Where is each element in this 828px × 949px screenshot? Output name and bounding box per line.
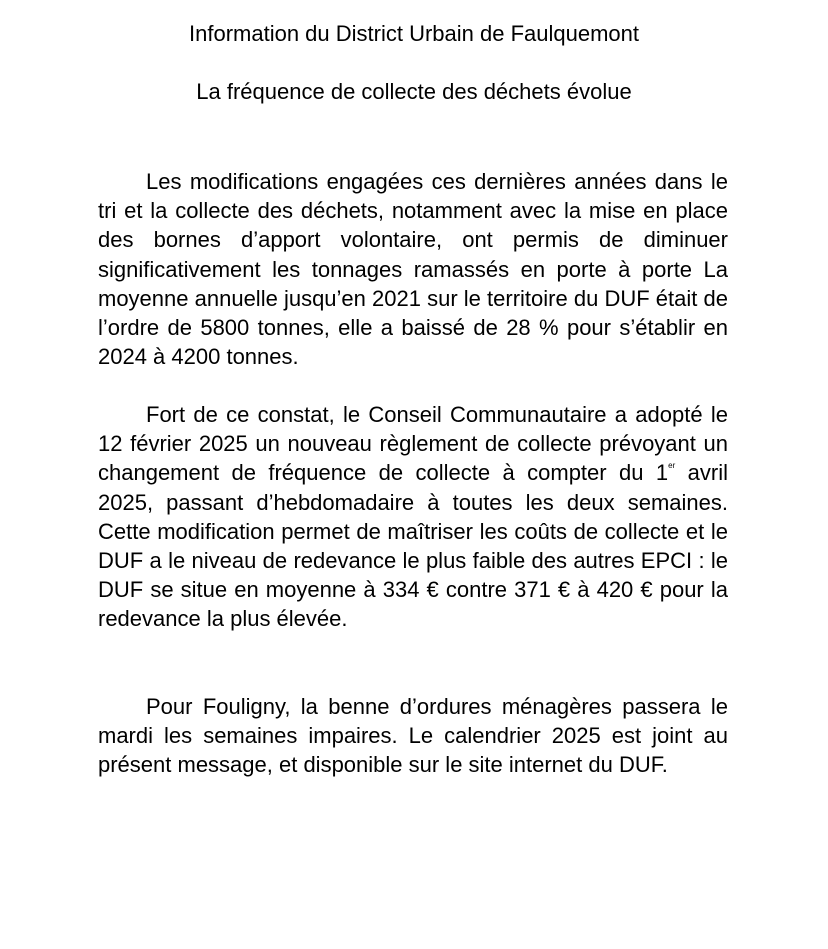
document-title: Information du District Urbain de Faulquemont: [189, 21, 639, 46]
paragraph-tonnages: Les modifications engagées ces dernières années dans le tri et la collecte des déchets, notamment avec la mise en place des bornes d’apport volontaire, ont permis de diminuer significativement les tonnages ramassés en porte à porte La moyenne annuelle jusqu’en 2021 sur le territoire du DUF était de l’ordre de 5800 tonnes, elle a baissé de 28 % pour s’établir en 2024 à 4200 tonnes.: [98, 169, 728, 370]
paragraph-reglement-part1: Fort de ce constat, le Conseil Communautaire a adopté le 12 février 2025 un nouveau règlement de collecte prévoyant un changement de fréquence de collecte à compter du 1: [98, 402, 728, 486]
ordinal-superscript: er: [668, 461, 676, 471]
paragraph-reglement: [98, 400, 728, 634]
document-subtitle: La fréquence de collecte des déchets évolue: [196, 79, 632, 104]
paragraph-fouligny: Pour Fouligny, la benne d’ordures ménagères passera le mardi les semaines impaires. Le calendrier 2025 est joint au présent message, et disponible sur le site internet du DUF.: [98, 694, 728, 778]
paragraph-reglement-part2: avril 2025, passant d’hebdomadaire à toutes les deux semaines. Cette modification permet de maîtriser les coûts de collecte et le DUF a le niveau de redevance le plus faible des autres EPCI : le DUF se situe en moyenne à 334 € contre 371 € à 420 € pour la redevance la plus élevée.: [98, 460, 728, 632]
